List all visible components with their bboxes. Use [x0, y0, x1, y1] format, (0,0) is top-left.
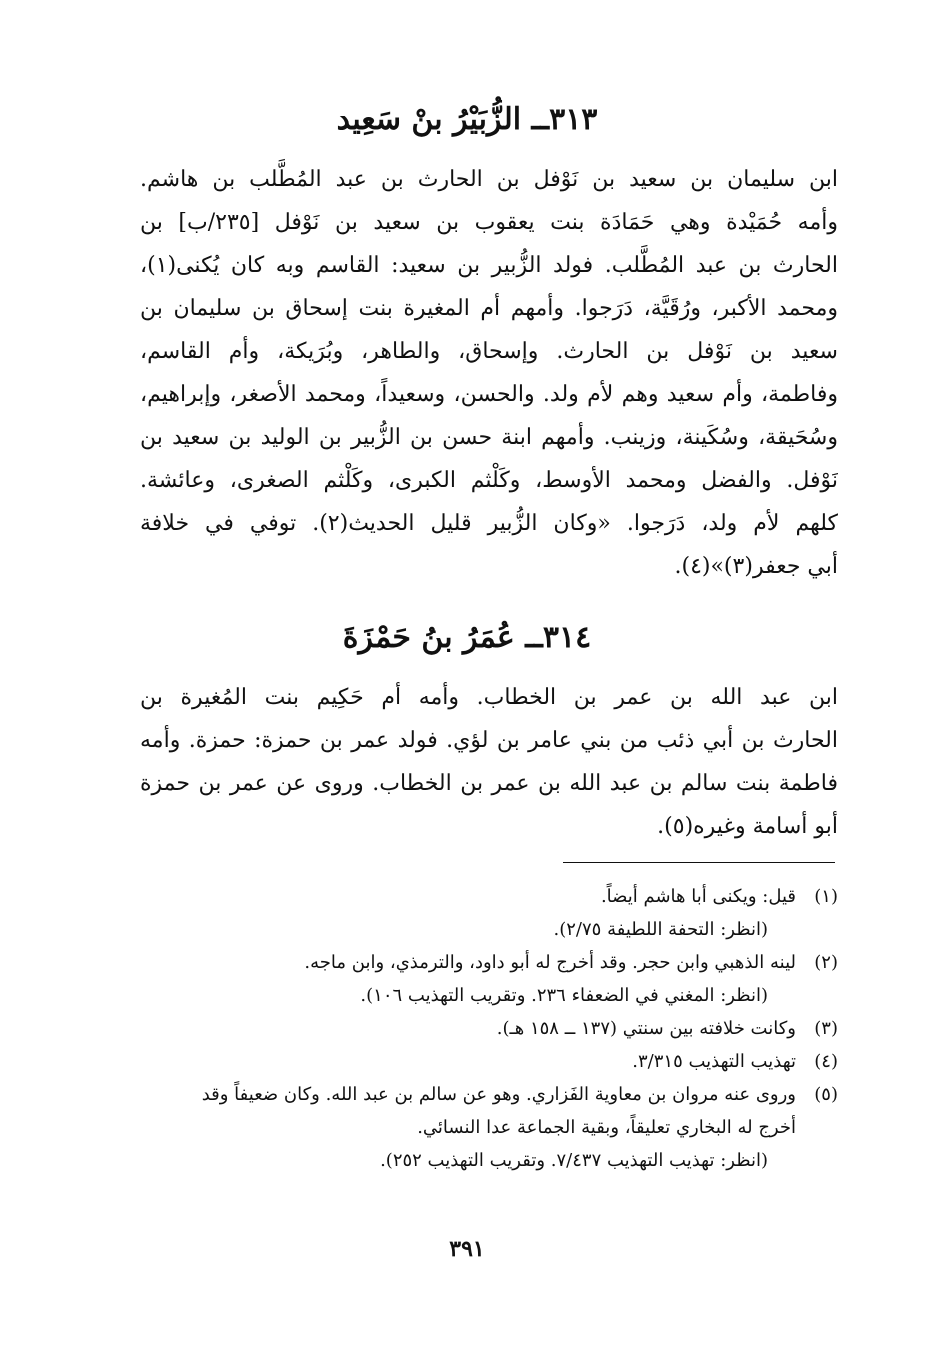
- footnote-4: [140, 1045, 838, 1078]
- entry-313-line-7: وسُحَيقة، وسُكَينة، وزينب. وأمهم ابنة حسن بن الزُّبير بن الوليد بن سعيد بن: [140, 425, 838, 450]
- entry-314-line-1: ابن عبد الله بن عمر بن الخطاب. وأمه أم حَكِيم بنت المُغيرة بن: [140, 685, 838, 710]
- footnote-number: (٤): [814, 1051, 838, 1072]
- entry-314-line-3: فاطمة بنت سالم بن عبد الله بن عمر بن الخطاب. وروى عن عمر بن حمزة: [140, 771, 838, 796]
- entry-314-body: [140, 676, 838, 848]
- entry-314-title: ٣١٤ــ عُمَرُ بنُ حَمْزَةَ: [342, 620, 592, 655]
- footnote-number: (٥): [814, 1084, 838, 1105]
- footnote-number: (٢): [814, 952, 838, 973]
- entry-313-line-8: نَوْفل. والفضل ومحمد الأوسط، وكَلْثم الكبرى، وكَلْثم الصغرى، وعائشة.: [140, 468, 838, 493]
- entry-313-line-5: سعيد بن نَوْفل بن الحارث. وإسحاق، والطاهر، وبُرَيكة، وأم القاسم،: [140, 339, 838, 364]
- footnote-number: (٣): [814, 1018, 838, 1039]
- entry-313-line-2: وأمه حُمَيْدة وهي حَمَادَة بنت يعقوب بن سعيد بن نَوْفل [٢٣٥/ب] بن: [140, 210, 838, 235]
- footnote-line: (انظر: التحفة اللطيفة ٢/٧٥).: [553, 919, 768, 940]
- footnotes: [140, 880, 838, 1177]
- footnote-line: أخرج له البخاري تعليقاً، وبقية الجماعة عدا النسائي.: [417, 1117, 796, 1138]
- footnote-line: تهذيب التهذيب ٣/٣١٥.: [632, 1051, 796, 1072]
- entry-314-line-4: أبو أسامة وغيره(٥).: [657, 814, 838, 839]
- entry-313-line-9: كلهم لأم ولد، دَرَجوا. «وكان الزُّبير قليل الحديث(٢). توفي في خلافة: [140, 511, 838, 536]
- footnote-line: (انظر: المغني في الضعفاء ٢٣٦. وتقريب التهذيب ١٠٦).: [360, 985, 768, 1006]
- entry-313-line-6: وفاطمة، وأم سعيد وهم لأم ولد. والحسن، وسعيداً، ومحمد الأصغر، وإبراهيم،: [140, 382, 838, 407]
- footnote-line: لينه الذهبي وابن حجر. وقد أخرج له أبو داود، والترمذي، وابن ماجه.: [304, 952, 796, 973]
- footnote-number: (١): [814, 886, 838, 907]
- entry-313-line-1: ابن سليمان بن سعيد بن نَوْفل بن الحارث بن عبد المُطَّلب بن هاشم.: [140, 167, 838, 192]
- footnote-separator: [563, 862, 835, 863]
- entry-313-line-4: ومحمد الأكبر، ورُقَيَّة، دَرَجوا. وأمهم أم المغيرة بنت إسحاق بن سليمان بن: [140, 296, 838, 321]
- footnote-line: (انظر: تهذيب التهذيب ٧/٤٣٧. وتقريب التهذيب ٢٥٢).: [380, 1150, 768, 1171]
- entry-313-title: ٣١٣ــ الزُّبَيْرُ بنْ سَعِيد: [336, 102, 598, 137]
- entry-313-body: [140, 158, 838, 588]
- footnote-line: قيل: ويكنى أبا هاشم أيضاً.: [600, 886, 796, 907]
- footnote-1: [140, 880, 838, 946]
- page-number: ٣٩١: [449, 1236, 485, 1262]
- footnote-line: وروى عنه مروان بن معاوية الفَزاري. وهو عن سالم بن عبد الله. وكان ضعيفاً وقد: [201, 1084, 796, 1105]
- footnote-line: وكانت خلافته بين سنتي (١٣٧ ــ ١٥٨ هـ).: [496, 1018, 796, 1039]
- footnote-2: [140, 946, 838, 1012]
- entry-314-line-2: الحارث بن أبي ذئب من بني عامر بن لؤي. فولد عمر بن حمزة: حمزة. وأمه: [140, 728, 838, 753]
- entry-313-line-3: الحارث بن عبد المُطَّلب. فولد الزُّبير بن سعيد: القاسم وبه كان يُكنى(١)،: [140, 253, 838, 278]
- footnote-5: [140, 1078, 838, 1177]
- footnote-3: [140, 1012, 838, 1045]
- entry-313-line-10: أبي جعفر(٣)»(٤).: [674, 554, 838, 579]
